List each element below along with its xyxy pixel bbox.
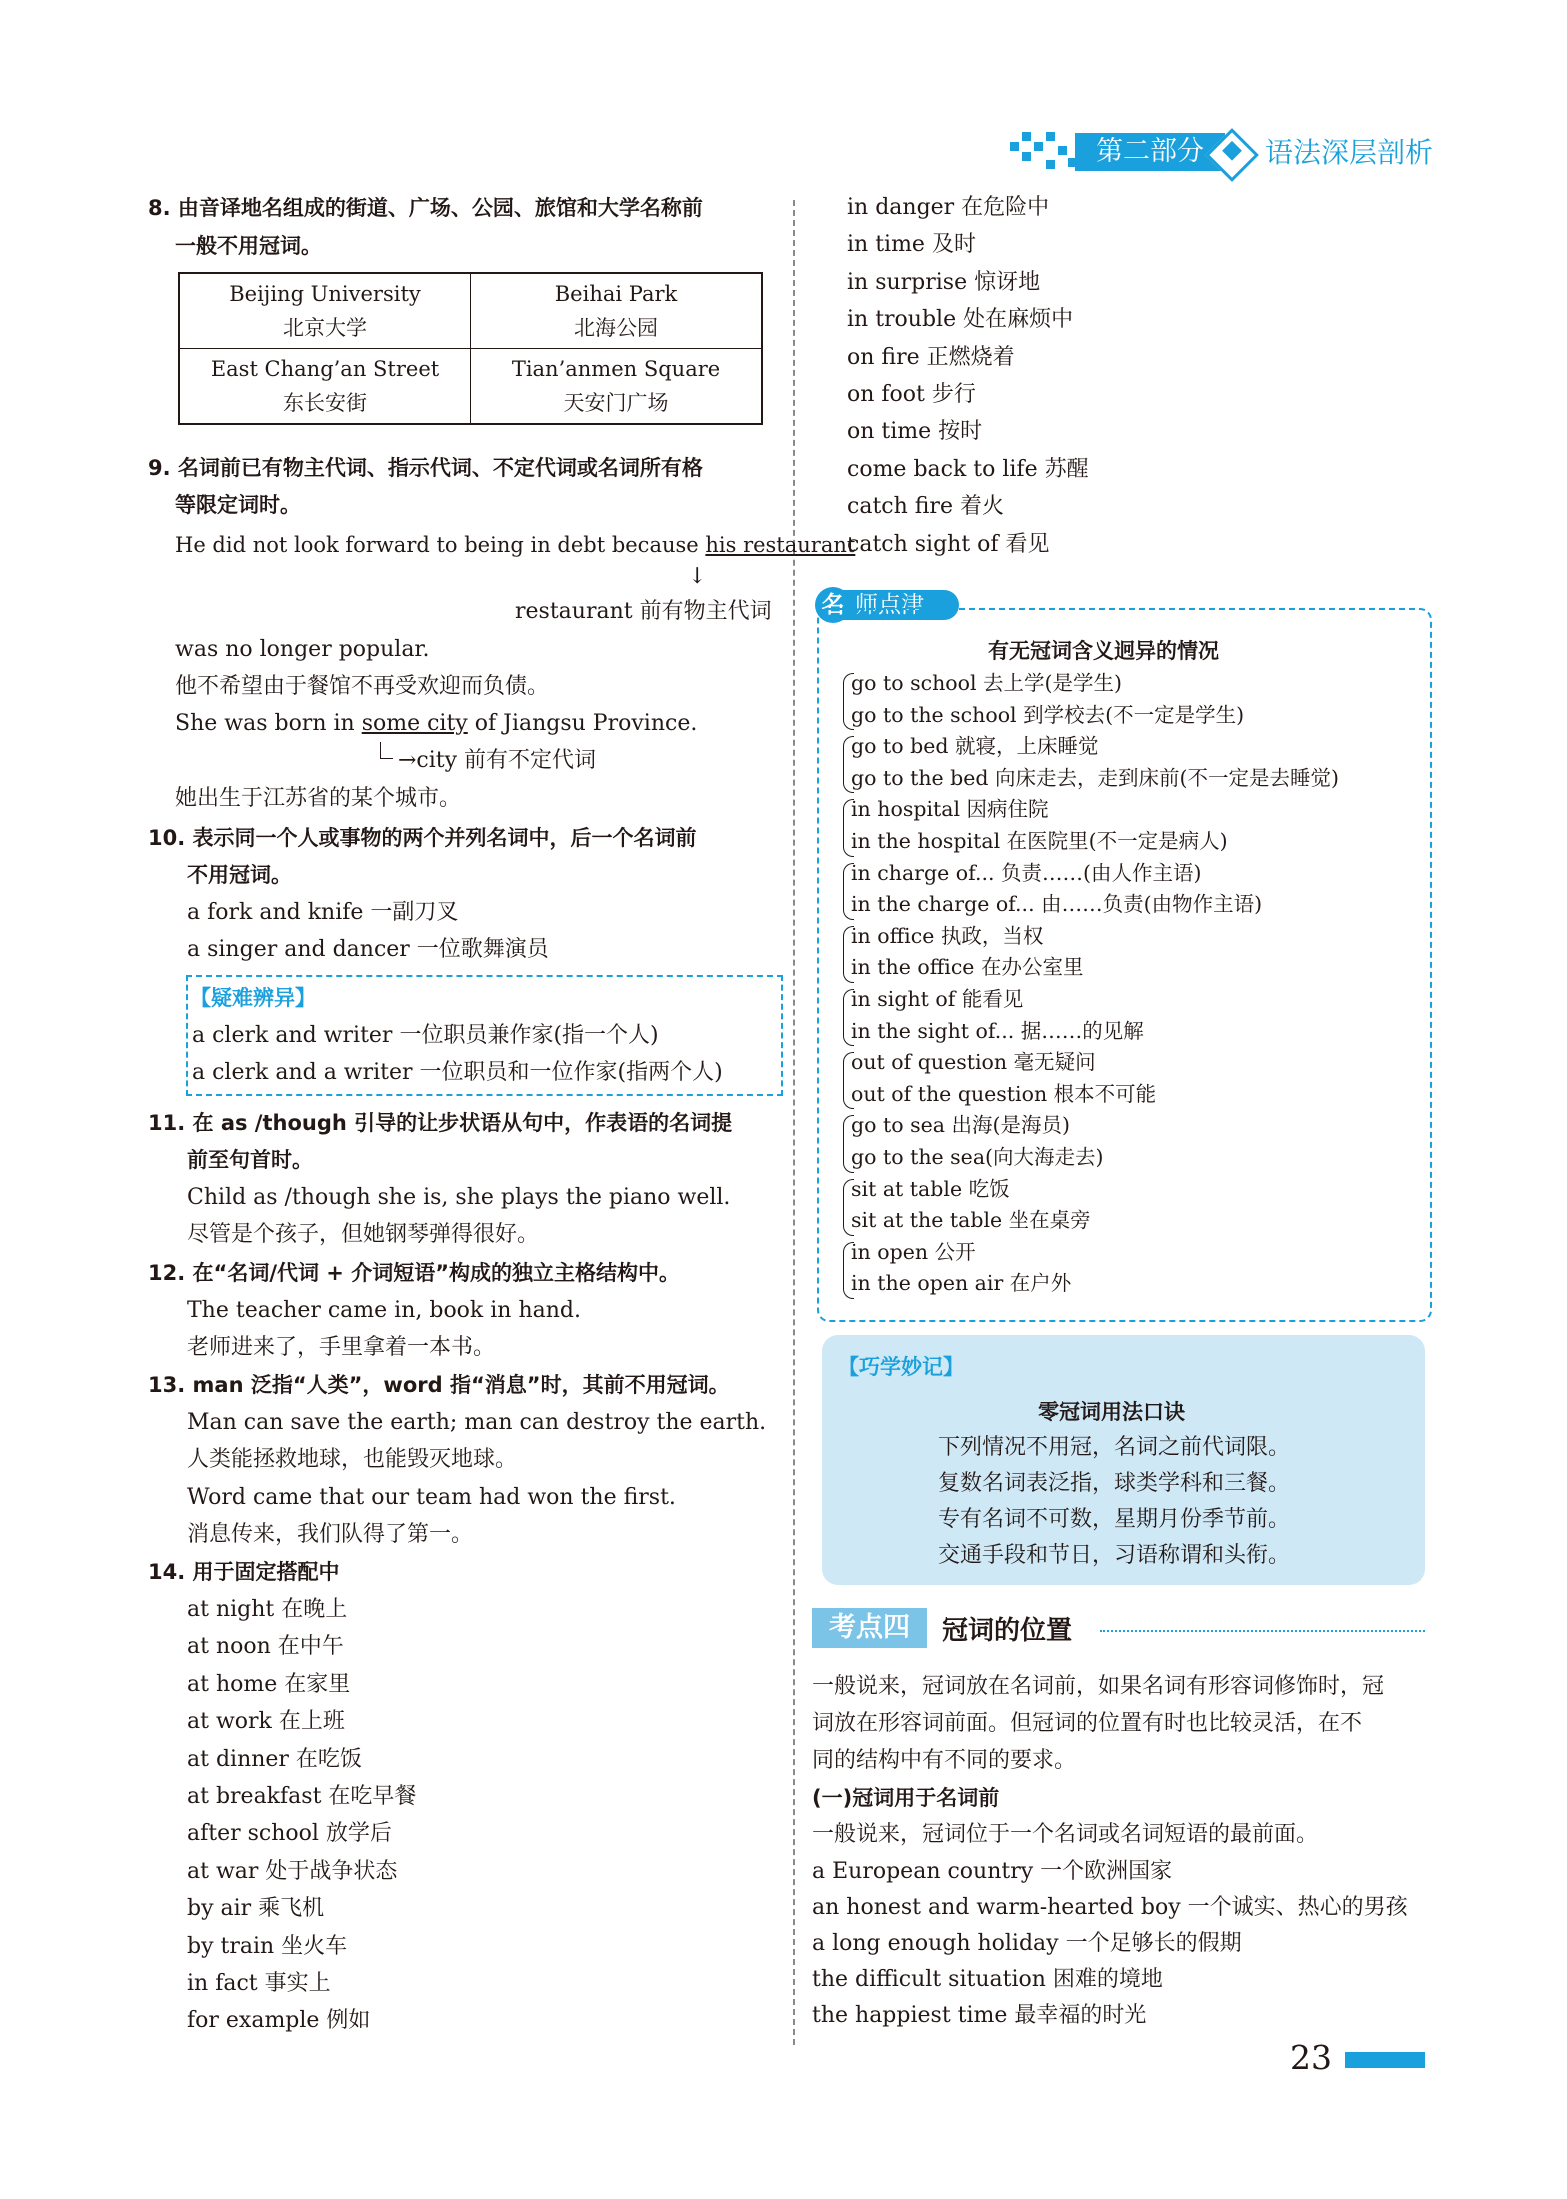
rule-9-example2: She was born in some city of Jiangsu Province. bbox=[175, 711, 698, 736]
rule-12-example: The teacher came in, book in hand. bbox=[187, 1298, 581, 1323]
list-item: a long enough holiday 一个足够长的假期 bbox=[812, 1931, 1242, 1956]
section-paragraph-line1: 一般说来，冠词放在名词前，如果名词有形容词修饰时，冠 bbox=[812, 1674, 1385, 1699]
list-item: in surprise 惊讶地 bbox=[847, 269, 1041, 295]
elbow-arrow-icon bbox=[380, 742, 393, 759]
rule-10-line2: 不用冠词。 bbox=[187, 863, 292, 887]
header-part-label: 第二部分 bbox=[1075, 133, 1225, 171]
rule-13-zh1: 人类能拯救地球，也能毁灭地球。 bbox=[187, 1447, 518, 1472]
list-item: a European country 一个欧洲国家 bbox=[812, 1859, 1173, 1884]
list-item: in fact 事实上 bbox=[187, 1971, 331, 1996]
header-subtitle: 语法深层剖析 bbox=[1265, 136, 1434, 169]
list-item: the happiest time 最幸福的时光 bbox=[812, 2003, 1147, 2028]
list-item: on time 按时 bbox=[847, 419, 983, 445]
list-item: on fire 正燃烧着 bbox=[847, 344, 1015, 370]
list-item: an honest and warm-hearted boy 一个诚实、热心的男孩 bbox=[812, 1895, 1408, 1920]
tip-pair-line: in office 执政，当权 bbox=[851, 923, 1044, 948]
rule-14-line1: 14. 用于固定搭配中 bbox=[148, 1560, 340, 1584]
section-tag: 考点四 bbox=[812, 1608, 927, 1648]
rule-11-line2: 前至句首时。 bbox=[187, 1148, 313, 1172]
tip-pair-line: go to sea 出海(是海员) bbox=[851, 1113, 1070, 1138]
tip-pair-line: in the sight of... 据……的见解 bbox=[851, 1018, 1144, 1043]
list-item: catch sight of 看见 bbox=[847, 531, 1050, 557]
rule-10-example2: a singer and dancer 一位歌舞演员 bbox=[187, 937, 549, 962]
list-item: at breakfast 在吃早餐 bbox=[187, 1784, 417, 1809]
table-cell: Beijing University 北京大学 bbox=[179, 273, 471, 349]
tip-pair-line: out of the question 根本不可能 bbox=[851, 1081, 1157, 1106]
rule-13-zh2: 消息传来，我们队得了第一。 bbox=[187, 1522, 474, 1547]
rule-11-line1: 11. 在 as /though 引导的让步状语从句中，作表语的名词提 bbox=[148, 1111, 733, 1135]
memo-tag: 【巧学妙记】 bbox=[838, 1355, 964, 1379]
page-number-bar bbox=[1345, 2052, 1425, 2068]
list-item: in time 及时 bbox=[847, 232, 976, 258]
place-names-table bbox=[178, 272, 763, 425]
rule-9-line2: 等限定词时。 bbox=[175, 493, 301, 517]
difficulty-line2: a clerk and a writer 一位职员和一位作家(指两个人) bbox=[192, 1060, 723, 1085]
rule-9-note2: →city 前有不定代词 bbox=[398, 748, 597, 773]
list-item: catch fire 着火 bbox=[847, 494, 1004, 520]
rule-12-zh: 老师进来了，手里拿着一本书。 bbox=[187, 1335, 496, 1360]
list-item: by train 坐火车 bbox=[187, 1933, 348, 1959]
tip-pair-line: go to the bed 向床走去，走到床前(不一定是去睡觉) bbox=[851, 765, 1340, 790]
list-item: at night 在晚上 bbox=[187, 1597, 348, 1622]
list-item: come back to life 苏醒 bbox=[847, 456, 1089, 482]
tip-pair-line: go to school 去上学(是学生) bbox=[851, 671, 1123, 695]
tip-pair-line: in the office 在办公室里 bbox=[851, 955, 1084, 980]
tip-pair-line: in hospital 因病住院 bbox=[851, 797, 1049, 822]
list-item: at dinner 在吃饭 bbox=[187, 1746, 362, 1772]
column-divider bbox=[793, 200, 795, 2045]
section-paragraph-line2: 词放在形容词前面。但冠词的位置有时也比较灵活，在不 bbox=[812, 1711, 1363, 1736]
table-cell: Tian’anmen Square 天安门广场 bbox=[471, 349, 763, 425]
rule-12-line1: 12. 在“名词/代词 + 介词短语”构成的独立主格结构中。 bbox=[148, 1261, 681, 1285]
section-paragraph-line3: 同的结构中有不同的要求。 bbox=[812, 1748, 1077, 1773]
tip-pair-line: go to the school 到学校去(不一定是学生) bbox=[851, 702, 1245, 727]
tip-pair-line: in charge of... 负责……(由人作主语) bbox=[851, 860, 1202, 885]
memo-title: 零冠词用法口诀 bbox=[1038, 1400, 1185, 1424]
memo-line: 复数名词表泛指，球类学科和三餐。 bbox=[938, 1471, 1291, 1496]
list-item: at work 在上班 bbox=[187, 1709, 345, 1735]
tip-label-text: 师点津 bbox=[837, 590, 959, 620]
section-sentence: 一般说来，冠词位于一个名词或名词短语的最前面。 bbox=[812, 1822, 1319, 1847]
rule-8-line2: 一般不用冠词。 bbox=[175, 234, 322, 258]
rule-9-line1: 9. 名词前已有物主代词、指示代词、不定代词或名词所有格 bbox=[148, 456, 703, 480]
tip-label-circle: 名 bbox=[815, 587, 851, 623]
section-dotted-rule bbox=[1100, 1630, 1425, 1632]
list-item: at war 处于战争状态 bbox=[187, 1858, 398, 1884]
list-item: at noon 在中午 bbox=[187, 1634, 344, 1660]
table-cell: East Chang’an Street 东长安街 bbox=[179, 349, 471, 425]
tip-pair-line: in open 公开 bbox=[851, 1239, 976, 1264]
tip-pair-line: in sight of 能看见 bbox=[851, 987, 1024, 1011]
list-item: at home 在家里 bbox=[187, 1671, 351, 1697]
table-cell: Beihai Park 北海公园 bbox=[471, 273, 763, 349]
section-subheading: (一)冠词用于名词前 bbox=[812, 1786, 1000, 1810]
tip-pair-line: in the charge of... 由……负责(由物作主语) bbox=[851, 892, 1263, 917]
rule-8-line1: 8. 由音译地名组成的街道、广场、公园、旅馆和大学名称前 bbox=[148, 196, 703, 220]
rule-10-line1: 10. 表示同一个人或事物的两个并列名词中，后一个名词前 bbox=[148, 826, 697, 850]
rule-13-line1: 13. man 泛指“人类”，word 指“消息”时，其前不用冠词。 bbox=[148, 1373, 730, 1397]
list-item: after school 放学后 bbox=[187, 1821, 392, 1847]
difficulty-line1: a clerk and writer 一位职员兼作家(指一个人) bbox=[192, 1023, 659, 1048]
rule-11-example: Child as /though she is, she plays the piano well. bbox=[187, 1185, 731, 1210]
rule-13-example1: Man can save the earth; man can destroy the earth. bbox=[187, 1410, 767, 1435]
memo-line: 专有名词不可数，星期月份季节前。 bbox=[938, 1507, 1291, 1532]
arrow-down-icon: ↓ bbox=[688, 564, 707, 589]
tip-title: 有无冠词含义迥异的情况 bbox=[988, 639, 1219, 663]
page-number: 23 bbox=[1290, 2038, 1332, 2077]
rule-11-zh: 尽管是个孩子，但她钢琴弹得很好。 bbox=[187, 1222, 540, 1247]
rule-9-example1-zh: 他不希望由于餐馆不再受欢迎而负债。 bbox=[175, 674, 550, 699]
section-title: 冠词的位置 bbox=[942, 1616, 1073, 1646]
rule-9-example1: He did not look forward to being in debt because his restaurant bbox=[175, 533, 856, 557]
tip-pair-line: sit at table 吃饭 bbox=[851, 1176, 1010, 1201]
tip-pair-line: go to bed 就寝，上床睡觉 bbox=[851, 734, 1099, 759]
rule-9-note1: restaurant 前有物主代词 bbox=[515, 599, 772, 624]
rule-10-example1: a fork and knife 一副刀叉 bbox=[187, 900, 459, 925]
list-item: for example 例如 bbox=[187, 2008, 371, 2034]
memo-line: 交通手段和节日，习语称谓和头衔。 bbox=[938, 1543, 1291, 1568]
tip-pair-line: sit at the table 坐在桌旁 bbox=[851, 1208, 1091, 1233]
list-item: on foot 步行 bbox=[847, 382, 976, 407]
list-item: in danger 在危险中 bbox=[847, 195, 1050, 220]
rule-9-example2-zh: 她出生于江苏省的某个城市。 bbox=[175, 786, 462, 811]
header-logo-squares bbox=[1010, 132, 1080, 172]
list-item: the difficult situation 困难的境地 bbox=[812, 1967, 1163, 1992]
tip-pair-line: out of question 毫无疑问 bbox=[851, 1050, 1096, 1075]
list-item: by air 乘飞机 bbox=[187, 1896, 325, 1922]
list-item: in trouble 处在麻烦中 bbox=[847, 307, 1074, 333]
difficulty-tag: 【疑难辨异】 bbox=[190, 986, 316, 1010]
tip-pair-line: in the hospital 在医院里(不一定是病人) bbox=[851, 829, 1228, 853]
memo-line: 下列情况不用冠，名词之前代词限。 bbox=[938, 1435, 1291, 1460]
tip-pair-line: go to the sea(向大海走去) bbox=[851, 1145, 1104, 1169]
rule-9-example1-cont: was no longer popular. bbox=[175, 637, 430, 662]
rule-13-example2: Word came that our team had won the first. bbox=[187, 1485, 676, 1510]
tip-pair-line: in the open air 在户外 bbox=[851, 1271, 1072, 1296]
